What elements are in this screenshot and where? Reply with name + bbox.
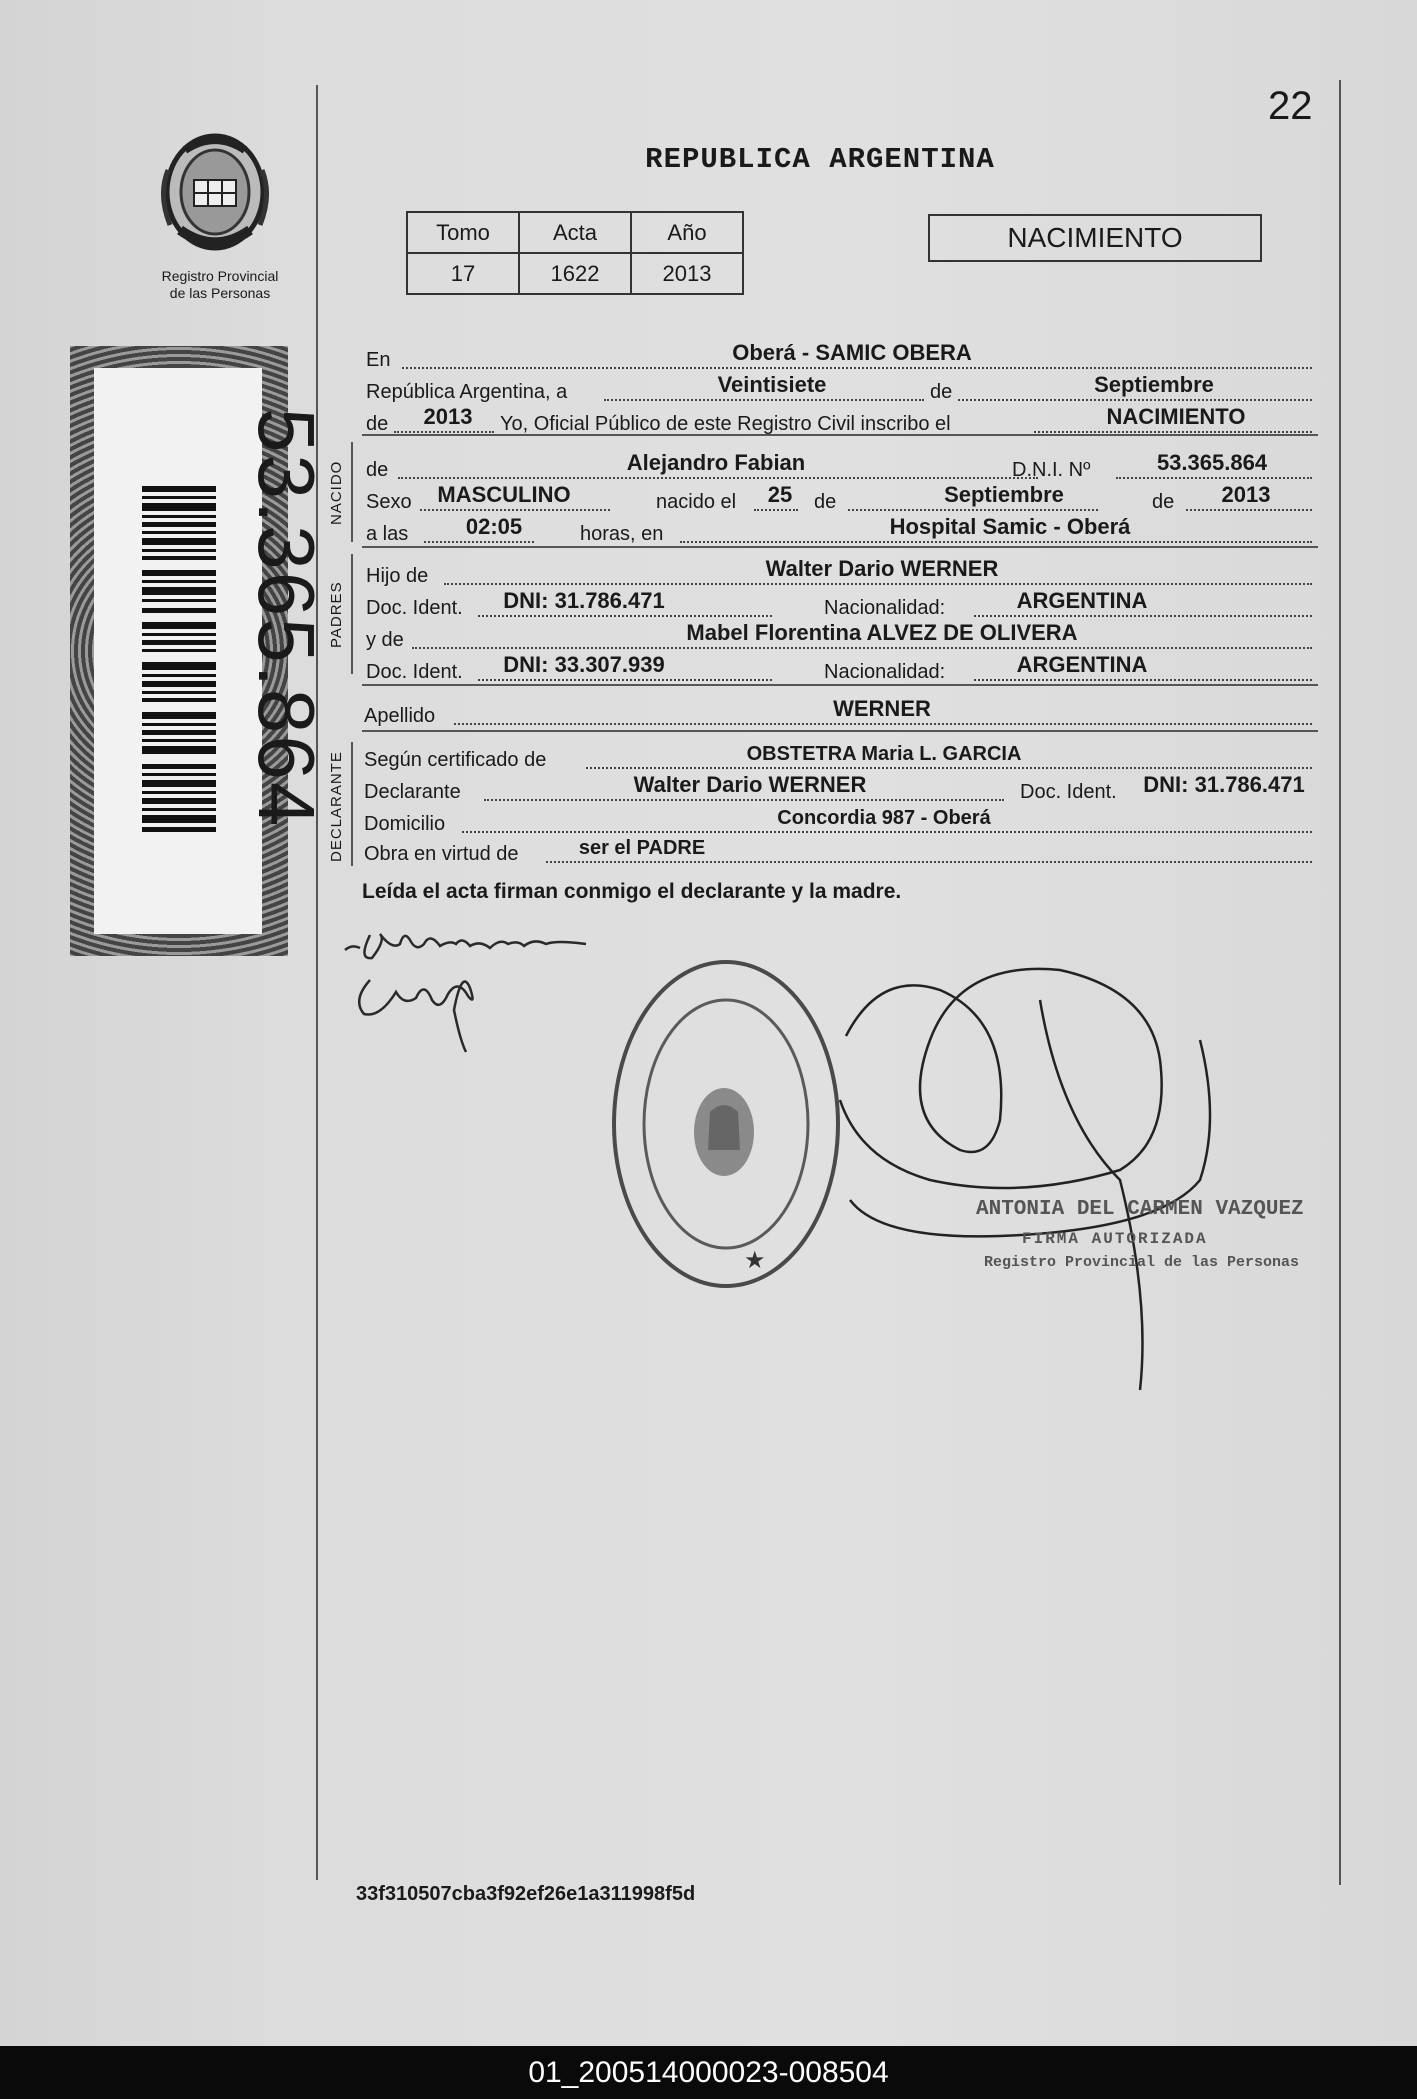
declarante-label: Declarante [364, 781, 461, 803]
declarante-side-bar [351, 742, 353, 866]
apellido-dots [454, 723, 1312, 725]
nacido-el-label: nacido el [656, 491, 737, 513]
dni-value: 53.365.864 [1156, 450, 1268, 475]
domicilio-label: Domicilio [364, 813, 446, 835]
republica-day-dots [604, 399, 924, 401]
barcode-number: 53.365.864 [242, 408, 331, 829]
dni-label: D.N.I. Nº [1012, 459, 1091, 481]
reference-header-ano: Año [631, 212, 743, 253]
nac-madre-value: ARGENTINA [1016, 652, 1148, 677]
nacido-day-value: 25 [767, 482, 793, 507]
doc-padre-label: Doc. Ident. [366, 597, 463, 619]
authorizing-signature-icon [840, 969, 1210, 1390]
row-name [364, 450, 1316, 484]
certificado-value: OBSTETRA Maria L. GARCIA [746, 743, 1022, 765]
year-de-label: de [366, 413, 389, 435]
nac-padre-label: Nacionalidad: [824, 597, 946, 619]
name-label: de [366, 459, 389, 481]
reference-value-ano: 2013 [631, 253, 743, 294]
padres-side-label: PADRES [328, 581, 345, 648]
doc-madre-dots [478, 679, 772, 681]
obra-dots [546, 861, 1312, 863]
republica-day-value: Veintisiete [717, 372, 827, 397]
registry-label-line2: de las Personas [169, 285, 271, 301]
reference-header-tomo: Tomo [407, 212, 519, 253]
year-dots [394, 431, 494, 433]
svg-text:★: ★ [744, 1247, 766, 1274]
reference-value-acta: 1622 [519, 253, 631, 294]
en-value: Oberá - SAMIC OBERA [732, 340, 972, 365]
row-certificado [364, 740, 1316, 774]
name-value: Alejandro Fabian [626, 450, 806, 475]
doc-padre-dots [478, 615, 772, 617]
footer-id-bar: 01_200514000023-008504 [0, 2046, 1417, 2099]
declarante-side-label: DECLARANTE [328, 751, 345, 862]
section-divider-2 [362, 546, 1318, 548]
doc-madre-label: Doc. Ident. [366, 661, 463, 683]
republica-de-label: de [930, 381, 953, 403]
closing-statement: Leída el acta firman conmigo el declarante y la madre. [362, 880, 902, 903]
domicilio-value: Concordia 987 - Oberá [777, 807, 991, 829]
document-title: REPUBLICA ARGENTINA [645, 143, 995, 176]
barcode-frame [70, 346, 331, 956]
declarante-dots [484, 799, 1004, 801]
provincial-seal-icon [150, 130, 280, 260]
reference-table [406, 211, 744, 295]
official-stamp-icon [614, 962, 838, 1286]
row-declarante [364, 772, 1316, 806]
reference-header-acta: Acta [519, 212, 631, 253]
madre-dots [412, 647, 1312, 649]
row-hijo [364, 556, 1316, 590]
certificado-dots [586, 767, 1312, 769]
nacido-month-value: Septiembre [944, 482, 1064, 507]
barcode-icon [142, 486, 216, 836]
nacido-side-label: NACIDO [328, 460, 345, 525]
place-dots [680, 541, 1312, 543]
year-value: 2013 [423, 404, 473, 429]
stamp-official-name: ANTONIA DEL CARMEN VAZQUEZ [976, 1198, 1304, 1221]
row-doc-madre [364, 652, 1316, 686]
hijo-dots [444, 583, 1312, 585]
doc-padre-value: DNI: 31.786.471 [503, 588, 665, 613]
section-divider-4 [362, 730, 1318, 732]
nacido-year-value: 2013 [1221, 482, 1271, 507]
declarant-signature-icon [345, 934, 586, 1052]
section-divider-1 [362, 434, 1318, 436]
registry-label [140, 268, 300, 302]
year-record-dots [1034, 431, 1312, 433]
reference-value-tomo: 17 [407, 253, 519, 294]
nacido-side-bar [351, 442, 353, 542]
year-record-value: NACIMIENTO [1106, 404, 1246, 429]
row-sexo [364, 482, 1316, 516]
sexo-dots [420, 509, 610, 511]
record-type-box: NACIMIENTO [928, 214, 1262, 262]
place-value: Hospital Samic - Oberá [889, 514, 1131, 539]
hora-dots [424, 541, 534, 543]
registry-label-line1: Registro Provincial [161, 268, 279, 284]
nac-madre-dots [974, 679, 1312, 681]
horas-en-label: horas, en [580, 523, 664, 545]
nacido-year-dots [1186, 509, 1312, 511]
left-margin-line [316, 85, 318, 1880]
apellido-label: Apellido [364, 705, 436, 727]
nacido-de2-label: de [1152, 491, 1175, 513]
en-dots [402, 367, 1312, 369]
row-apellido [364, 696, 1316, 730]
republica-label: República Argentina, a [366, 381, 568, 403]
declarante-doc-value: DNI: 31.786.471 [1143, 772, 1305, 797]
row-hora [364, 514, 1316, 548]
madre-label: y de [366, 629, 404, 651]
nac-padre-dots [974, 615, 1312, 617]
nac-padre-value: ARGENTINA [1016, 588, 1148, 613]
doc-madre-value: DNI: 33.307.939 [503, 652, 665, 677]
certificado-label: Según certificado de [364, 749, 547, 771]
declarante-value: Walter Dario WERNER [633, 772, 867, 797]
republica-month-dots [958, 399, 1312, 401]
name-dots [398, 477, 1038, 479]
hora-value: 02:05 [465, 514, 523, 539]
row-domicilio [364, 804, 1316, 838]
hijo-value: Walter Dario WERNER [765, 556, 999, 581]
year-text: Yo, Oficial Público de este Registro Civil inscribo el [500, 413, 951, 435]
sexo-label: Sexo [366, 491, 412, 513]
nacido-month-dots [848, 509, 1098, 511]
sexo-value: MASCULINO [437, 482, 571, 507]
apellido-value: WERNER [833, 696, 931, 721]
row-madre [364, 620, 1316, 654]
nacido-day-dots [754, 509, 798, 511]
domicilio-dots [462, 831, 1312, 833]
reference-value-row [407, 253, 743, 294]
obra-value: ser el PADRE [578, 837, 706, 859]
stamp-official-role: FIRMA AUTORIZADA [1022, 1230, 1208, 1248]
nac-madre-label: Nacionalidad: [824, 661, 946, 683]
reference-header-row [407, 212, 743, 253]
stamp-official-org: Registro Provincial de las Personas [984, 1254, 1300, 1271]
barcode-panel [94, 368, 331, 934]
hijo-label: Hijo de [366, 565, 429, 587]
hora-label: a las [366, 523, 409, 545]
en-label: En [366, 349, 391, 371]
republica-month-value: Septiembre [1094, 372, 1214, 397]
row-en [364, 340, 1316, 374]
padres-side-bar [351, 554, 353, 674]
row-doc-padre [364, 588, 1316, 622]
declarante-doc-label: Doc. Ident. [1020, 781, 1117, 803]
page-number: 22 [1268, 84, 1313, 128]
row-obra [364, 834, 1316, 868]
nacido-de-label: de [814, 491, 837, 513]
section-divider-3 [362, 684, 1318, 686]
row-year [364, 404, 1316, 438]
obra-label: Obra en virtud de [364, 843, 519, 865]
dni-dots [1116, 477, 1312, 479]
row-republica [364, 372, 1316, 406]
madre-value: Mabel Florentina ALVEZ DE OLIVERA [686, 620, 1078, 645]
right-margin-line [1339, 80, 1341, 1885]
document-hash: 33f310507cba3f92ef26e1a311998f5d [356, 1883, 696, 1905]
